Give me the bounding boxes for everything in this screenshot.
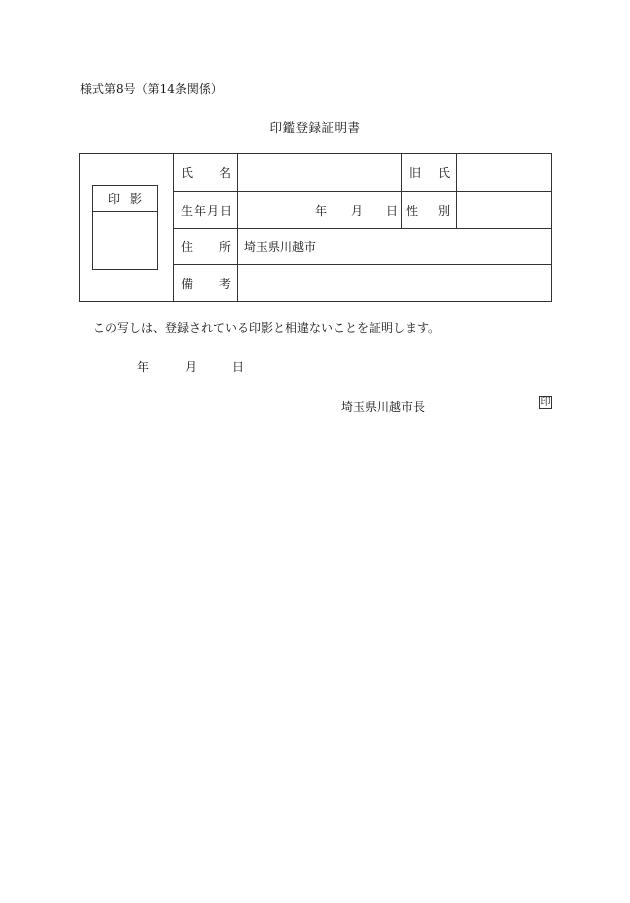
name-label: 氏 名 bbox=[181, 166, 231, 180]
birthdate-label: 生 年 月 日 bbox=[181, 203, 232, 218]
issue-date-year: 年 bbox=[137, 360, 150, 374]
issuer-name: 埼玉県川越市長 bbox=[341, 400, 426, 414]
document-title: 印鑑登録証明書 bbox=[269, 120, 361, 135]
certification-statement: この写しは、登録されている印影と相違ないことを証明します。 bbox=[93, 321, 441, 335]
birthdate-field[interactable] bbox=[238, 192, 401, 228]
issue-date-month: 月 bbox=[185, 360, 198, 374]
seal-label: 印影 bbox=[93, 186, 157, 212]
certificate-table bbox=[79, 153, 552, 302]
address-field[interactable] bbox=[238, 229, 551, 264]
seal-impression-box bbox=[92, 185, 158, 270]
address-value: 埼玉県川越市 bbox=[244, 240, 317, 254]
issue-date-day: 日 bbox=[232, 360, 245, 374]
form-number: 様式第8号（第14条関係） bbox=[80, 82, 223, 96]
remarks-field[interactable] bbox=[238, 265, 551, 301]
birthdate-year-label: 年 bbox=[315, 203, 328, 218]
former-name-field[interactable] bbox=[457, 154, 551, 191]
remarks-label: 備 考 bbox=[181, 276, 231, 291]
address-label: 住 所 bbox=[181, 240, 231, 254]
gender-field[interactable] bbox=[457, 192, 551, 228]
gender-label: 性 別 bbox=[406, 203, 450, 218]
official-seal-mark: 印 bbox=[540, 396, 551, 408]
birthdate-month-label: 月 bbox=[351, 203, 364, 218]
name-field[interactable] bbox=[238, 154, 401, 191]
birthdate-day-label: 日 bbox=[386, 203, 399, 218]
former-name-label: 旧 氏 bbox=[409, 166, 450, 180]
